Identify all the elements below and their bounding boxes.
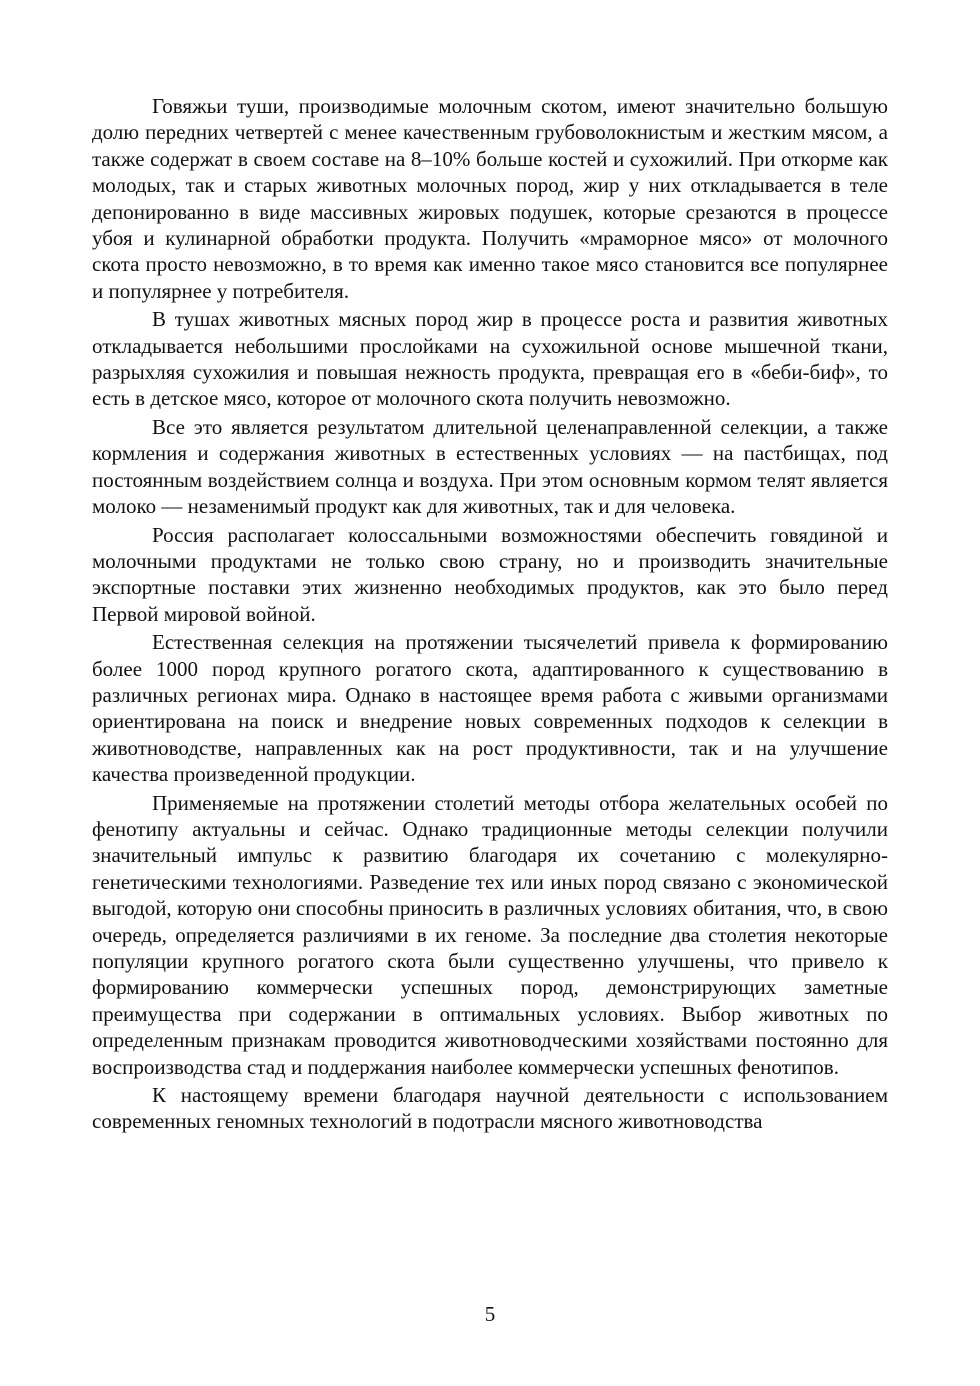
paragraph-russia-potential: Россия располагает колоссальными возможностями обеспечить говядиной и молочными продуктами не только свою страну, но и производить значительные экспортные поставки этих жизненно необходимых продуктов, как это было перед Первой мировой войной. <box>92 522 888 626</box>
page-number: 5 <box>484 1302 496 1326</box>
paragraph-genomic-technologies: К настоящему времени благодаря научной деятельности с использованием современных геномных технологий в подотрасли мясного животноводства <box>92 1083 888 1134</box>
paragraph-phenotype-methods: Применяемые на протяжении столетий методы отбора желательных особей по фенотипу актуальны и сейчас. Однако традиционные методы селекции получили значительный импульс к развитию благодаря их сочетанию с молекулярно-генетическими технологиями. Разведение тех или иных пород связано с экономической выгодой, которую они способны приносить в различных условиях обитания, что, в свою очередь, определяется различиями в их геноме. За последние два столетия некоторые популяции крупного рогатого скота были существенно улучшены, что привело к формированию коммерчески успешных пород, демонстрирующих заметные преимущества при содержании в оптимальных условиях. Выбор животных по определенным признакам проводится животноводческими хозяйствами постоянно для воспроизводства стад и поддержания наиболее коммерчески успешных фенотипов. <box>92 790 888 1079</box>
paragraph-beef-breeds-fat: В тушах животных мясных пород жир в процессе роста и развития животных откладывается небольшими прослойками на сухожильной основе мышечной ткани, разрыхляя сухожилия и повышая нежность продукта, превращая его в «беби-биф», то есть в детское мясо, которое от молочного скота получить невозможно. <box>92 307 888 411</box>
paragraph-natural-selection: Естественная селекция на протяжении тысячелетий привела к формированию более 1000 пород крупного рогатого скота, адаптированного к существованию в различных регионах мира. Однако в настоящее время работа с живыми организмами ориентирована на поиск и внедрение новых современных подходов к селекции в животноводстве, направленных как на рост продуктивности, так и на улучшение качества произведенной продукции. <box>92 630 888 787</box>
page-body <box>92 93 888 1137</box>
paragraph-dairy-carcass: Говяжьи туши, производимые молочным скотом, имеют значительно большую долю передних четвертей с менее качественным грубоволокнистым и жестким мясом, а также содержат в своем составе на 8–10% больше костей и сухожилий. При откорме как молодых, так и старых животных молочных пород, жир у них откладывается в теле депонированно в виде массивных жировых подушек, которые срезаются в процессе убоя и кулинарной обработки продукта. Получить «мраморное мясо» от молочного скота просто невозможно, в то время как именно такое мясо становится все популярнее и популярнее у потребителя. <box>92 94 888 303</box>
paragraph-selection-result: Все это является результатом длительной целенаправленной селекции, а также кормления и содержания животных в естественных условиях — на пастбищах, под постоянным воздействием солнца и воздуха. При этом основным кормом телят является молоко — незаменимый продукт как для животных, так и для человека. <box>92 414 888 519</box>
